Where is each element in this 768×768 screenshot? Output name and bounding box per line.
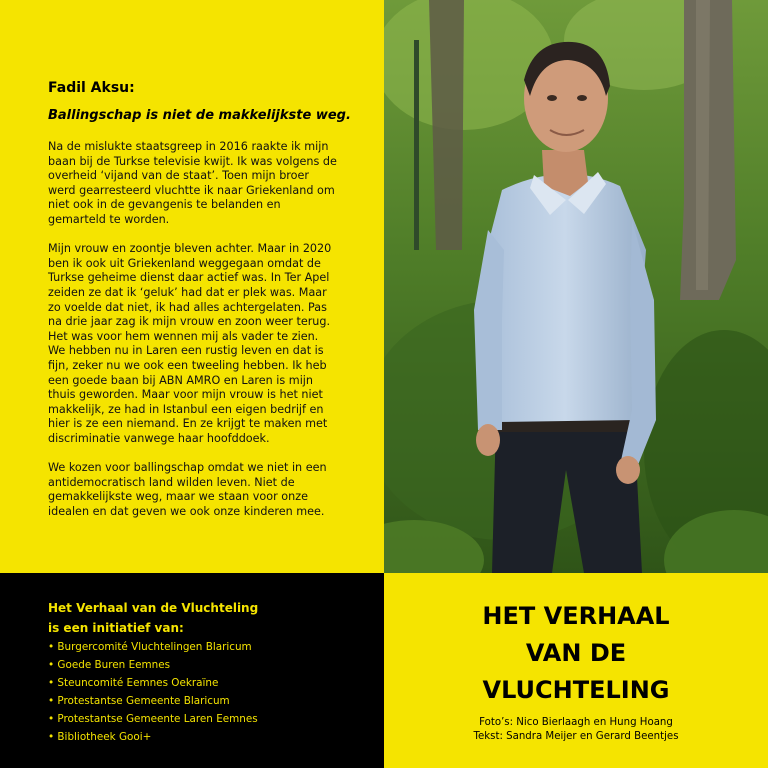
main-title-line: HET VERHAAL bbox=[482, 602, 670, 630]
lamp-post bbox=[414, 40, 419, 250]
hand-left bbox=[476, 424, 500, 456]
organization-item: • Protestantse Gemeente Laren Eemnes bbox=[48, 713, 258, 725]
photo-credit: Foto’s: Nico Bierlaagh en Hung Hoang bbox=[479, 717, 673, 728]
organization-item: • Bibliotheek Gooi+ bbox=[48, 731, 152, 743]
story-paragraph: Mijn vrouw en zoontje bleven achter. Maar in 2020 ben ik ook uit Griekenland weggegaan omdat de Turkse geheime dienst daar actief was. In Ter Apel zeiden ze dat ik ‘geluk’ had dat er plek was. Maar zo voelde dat niet, ik had alles achtergelaten. Pas na drie jaar zag ik mijn vrouw en zoon weer terug. Het was voor hem wennen mij als vader te zien. We hebben nu in Laren een rustig leven en dat is fijn, zeker nu we ook een tweeling hebben. Ik heb een goede baan bij ABN AMRO en Laren is mijn thuis geworden. Maar voor mijn vrouw is het niet makkelijk, ze had in Istanbul een eigen bedrijf en hier is ze een niemand. En ze krijgt te maken met discriminatie vanwege haar hoofddoek. bbox=[48, 242, 332, 445]
organization-item: • Burgercomité Vluchtelingen Blaricum bbox=[48, 641, 252, 653]
credits-heading-line: Het Verhaal van de Vluchteling bbox=[48, 601, 259, 615]
organization-item: • Goede Buren Eemnes bbox=[48, 659, 171, 671]
production-credits bbox=[384, 716, 768, 744]
story-paragraph: We kozen voor ballingschap omdat we niet in een antidemocratisch land wilden leven. Niet de gemakkelijkste weg, maar we staan voor onze idealen en dat geven we ook onze kinderen mee. bbox=[48, 461, 327, 518]
shirt bbox=[484, 174, 646, 422]
portrait-photo bbox=[384, 0, 768, 573]
text-credit: Tekst: Sandra Meijer en Gerard Beentjes bbox=[473, 731, 679, 742]
eye-right bbox=[577, 95, 587, 101]
main-title-line: VAN DE bbox=[525, 639, 627, 667]
portrait-illustration bbox=[384, 0, 768, 573]
hand-right bbox=[616, 456, 640, 484]
tree-trunk-highlight bbox=[696, 0, 710, 290]
organization-list bbox=[48, 638, 258, 746]
subject-name: Fadil Aksu: bbox=[48, 80, 135, 96]
main-title bbox=[384, 598, 768, 709]
organization-item: • Steuncomité Eemnes Oekraïne bbox=[48, 677, 219, 689]
story-headline: Ballingschap is niet de makkelijkste weg. bbox=[48, 108, 351, 123]
story-body bbox=[48, 140, 338, 534]
eye-left bbox=[547, 95, 557, 101]
credits-heading-line: is een initiatief van: bbox=[48, 621, 184, 635]
story-paragraph: Na de mislukte staatsgreep in 2016 raakte ik mijn baan bij de Turkse televisie kwijt. Ik was volgens de overheid ‘vijand van de staat’. Toen mijn broer werd gearresteerd vluchtte ik naar Griekenland om niet ook in de gevangenis te belanden en gemarteld te worden. bbox=[48, 140, 337, 226]
organization-item: • Protestantse Gemeente Blaricum bbox=[48, 695, 230, 707]
main-title-line: VLUCHTELING bbox=[482, 676, 670, 704]
credits-heading bbox=[48, 598, 258, 638]
